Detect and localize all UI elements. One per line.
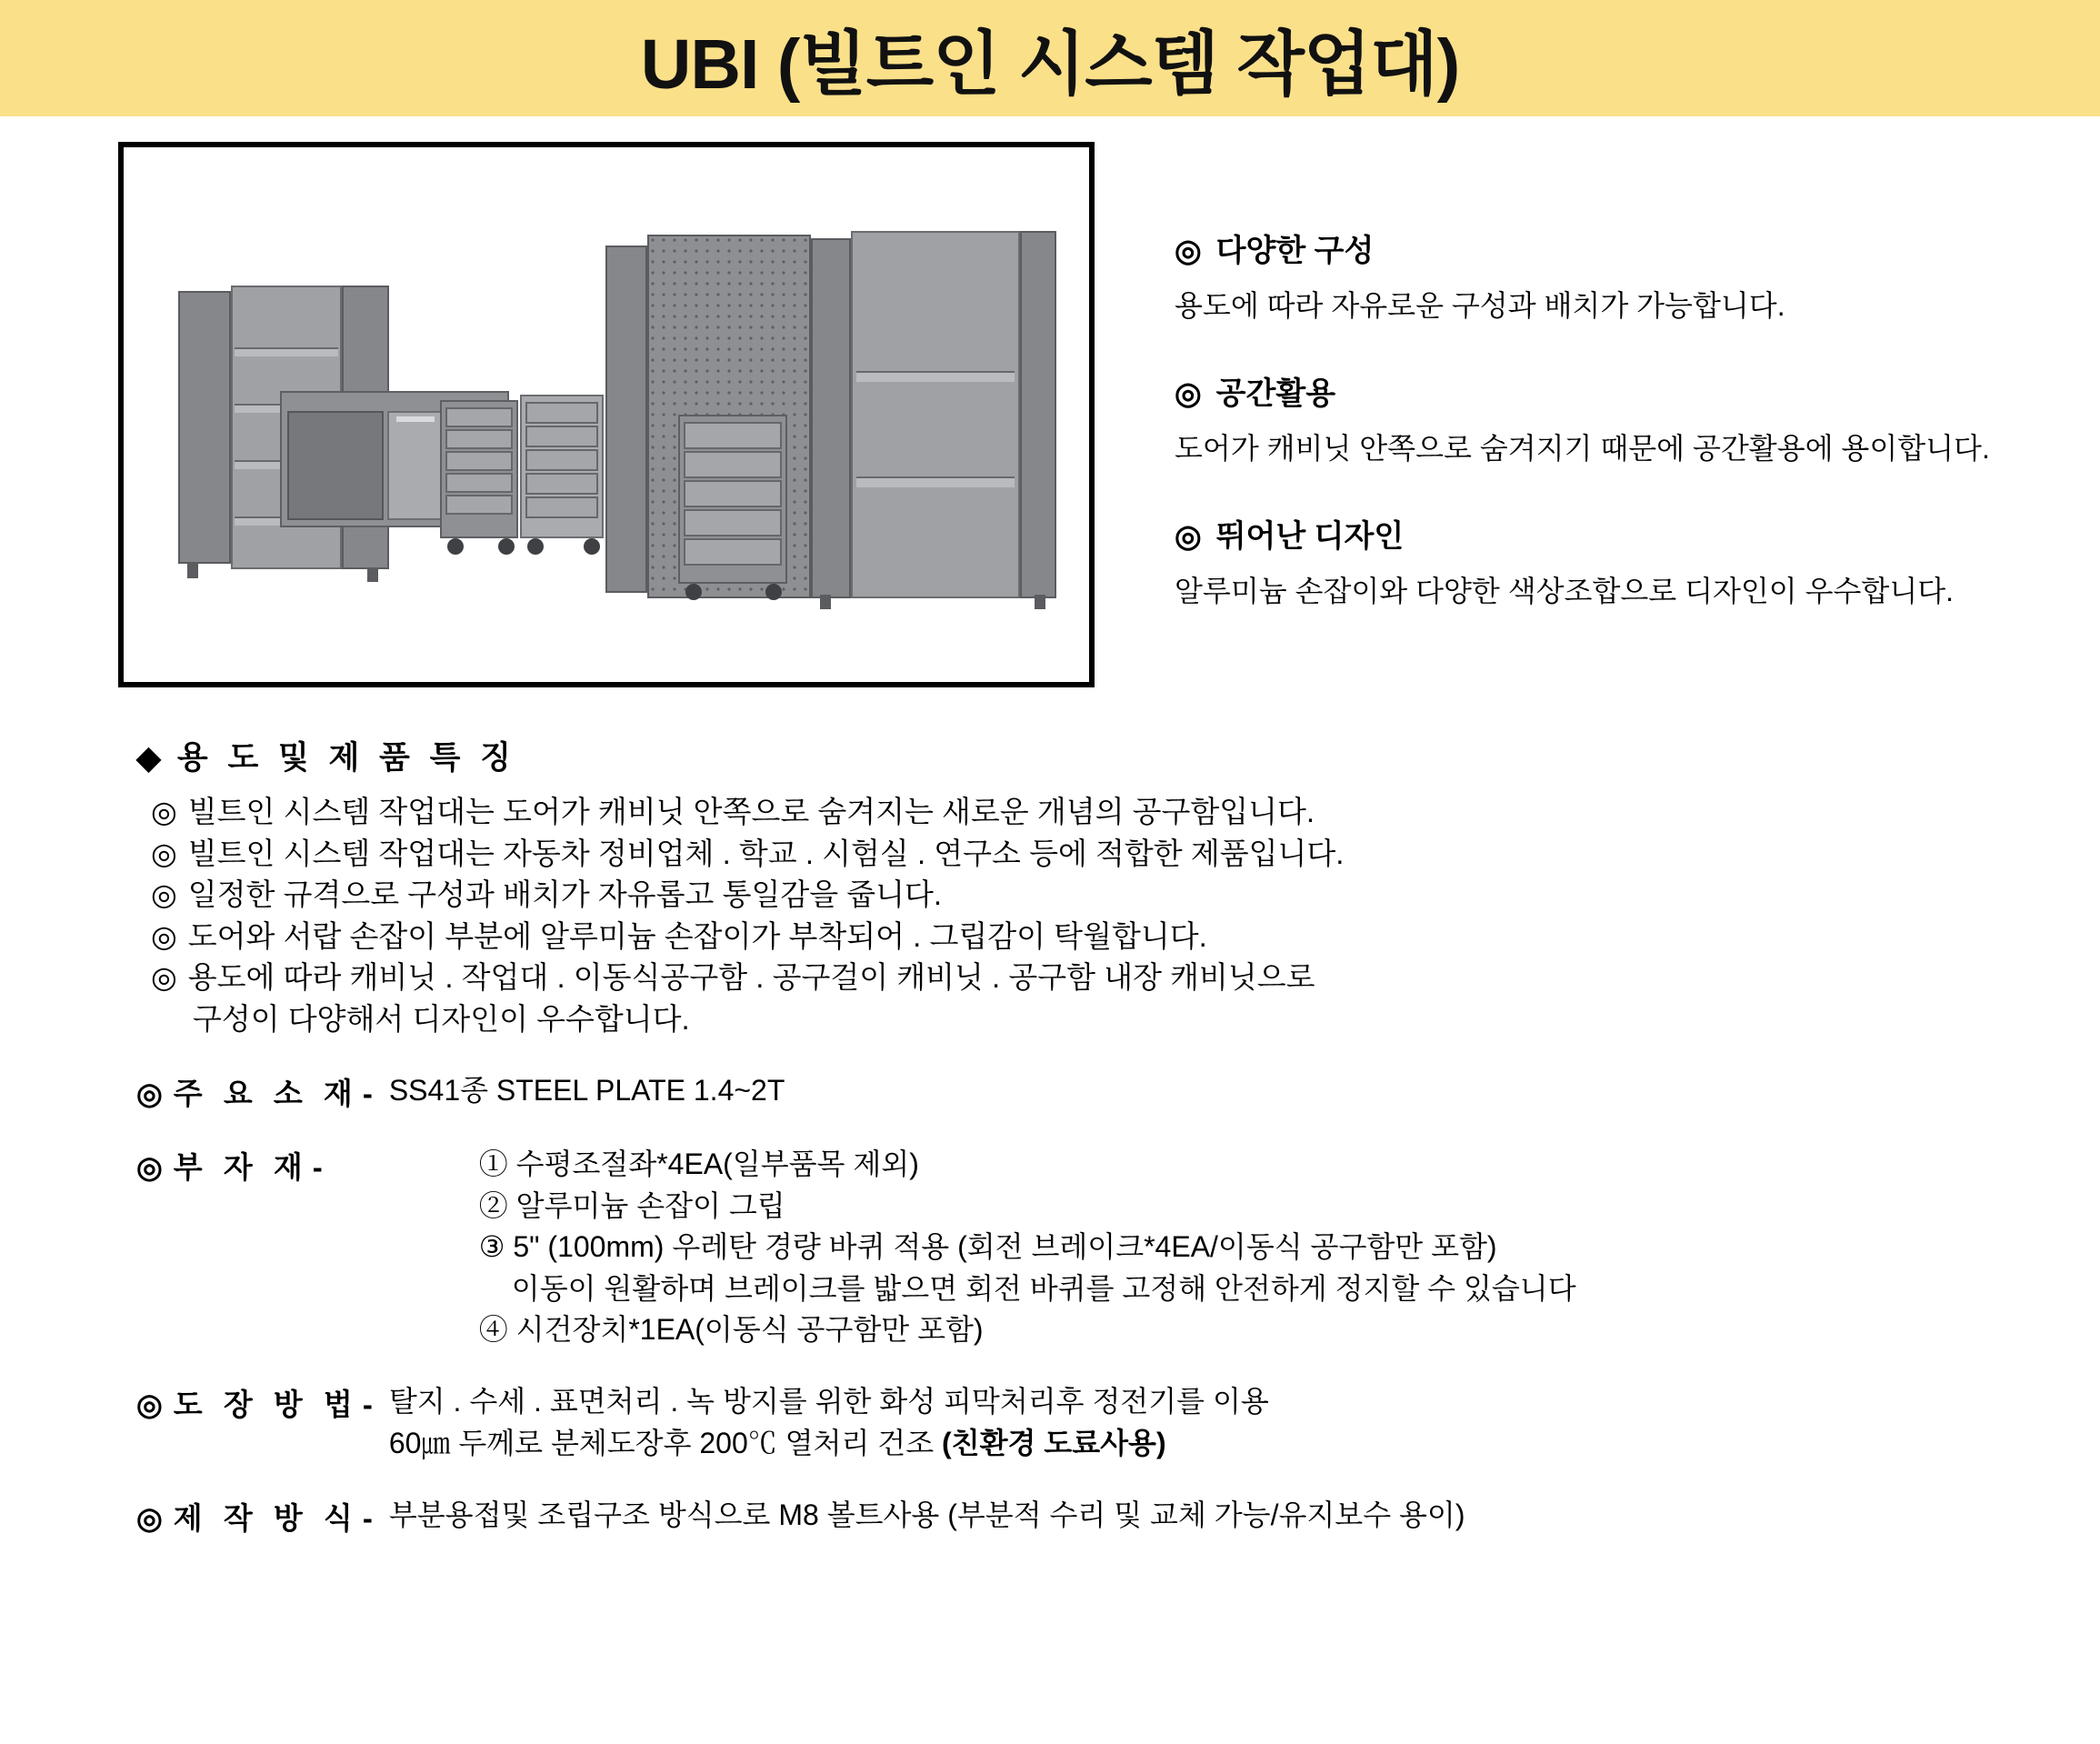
highlight-title: 다양한 구성: [1215, 234, 1375, 268]
spec-row-manufacturing: [136, 1495, 2100, 1538]
bullet-mark-icon: ◎: [151, 960, 177, 995]
feature-line: [151, 791, 2100, 833]
painting-line-2-plain: 60㎛ 두께로 분체도장후 200℃ 열처리 건조: [388, 1426, 943, 1459]
highlight-description: 알루미늄 손잡이와 다양한 색상조합으로 디자인이 우수합니다.: [1175, 575, 1955, 607]
bullet-mark-icon: ◎: [136, 1501, 163, 1536]
highlight-description: 용도에 따라 자유로운 구성과 배치가 가능합니다.: [1175, 289, 1785, 322]
bullet-mark-icon: ◎: [1175, 519, 1202, 554]
highlight-list: [1175, 226, 2100, 654]
painting-line-1: 탈지 . 수세 . 표면처리 . 녹 방지를 위한 화성 피막처리후 정전기를 이용: [388, 1385, 1269, 1418]
highlight-item: [1175, 368, 2100, 467]
bullet-mark-icon: ◎: [136, 1150, 163, 1185]
feature-line: [151, 957, 2100, 998]
spec-label-text: 도 장 방 법: [173, 1388, 359, 1422]
submaterial-item: ③ 5" (100mm) 우레탄 경량 바퀴 적용 (회전 브레이크*4EA/이동식 공구함만 포함): [478, 1230, 1497, 1264]
feature-text: 빌트인 시스템 작업대는 자동차 정비업체 . 학교 . 시험실 . 연구소 등에 적합한 제품입니다.: [187, 836, 1345, 870]
spec-value-painting: [389, 1381, 1269, 1464]
features-heading-label: 용 도 및 제 품 특 징: [176, 740, 516, 776]
spec-label-text: 주 요 소 재: [173, 1077, 359, 1111]
highlight-description: 도어가 캐비닛 안쪽으로 숨겨지기 때문에 공간활용에 용이합니다.: [1175, 432, 1990, 465]
features-heading: [136, 733, 2100, 778]
spec-label-text: 부 자 재: [173, 1150, 309, 1185]
bullet-mark-icon: ◎: [151, 918, 177, 953]
feature-line: [151, 916, 2100, 957]
spec-row-painting: [136, 1381, 2100, 1464]
spec-label: [136, 1381, 373, 1424]
spec-value-list: [479, 1144, 1576, 1350]
spec-label-text: 제 작 방 식: [173, 1501, 359, 1536]
spec-value: 부분용접및 조립구조 방식으로 M8 볼트사용 (부분적 수리 및 교체 가능/유지보수 용이): [388, 1498, 1465, 1532]
top-section: [0, 116, 2100, 687]
submaterial-item: ② 알루미늄 손잡이 그립: [478, 1188, 785, 1222]
product-image: [118, 142, 1095, 687]
spec-dash: -: [362, 1388, 373, 1422]
highlight-title-row: [1175, 368, 2100, 413]
bullet-mark-icon: ◎: [151, 877, 177, 912]
highlight-title: 뛰어난 디자인: [1215, 519, 1405, 554]
feature-text: 용도에 따라 캐비닛 . 작업대 . 이동식공구함 . 공구걸이 캐비닛 . 공구함 내장 캐비닛으로: [187, 960, 1315, 995]
spec-label: [136, 1495, 373, 1538]
bullet-mark-icon: ◎: [136, 1077, 163, 1111]
spec-row-submaterial: [136, 1144, 2100, 1350]
spec-label: [136, 1144, 323, 1187]
bullet-mark-icon: ◎: [151, 795, 177, 828]
product-image-canvas: [124, 147, 1089, 682]
page-header-banner: [0, 0, 2100, 116]
feature-text: 빌트인 시스템 작업대는 도어가 캐비닛 안쪽으로 숨겨지는 새로운 개념의 공구함입니다.: [187, 795, 1315, 828]
highlight-item: [1175, 226, 2100, 325]
spec-value: SS41종 STEEL PLATE 1.4~2T: [388, 1074, 785, 1108]
highlight-title: 공간활용: [1215, 376, 1336, 411]
spec-dash: -: [312, 1150, 323, 1185]
spec-label: [136, 1070, 373, 1113]
feature-text: 일정한 규격으로 구성과 배치가 자유롭고 통일감을 줍니다.: [187, 877, 943, 912]
painting-line-2: [389, 1423, 1269, 1464]
feature-continuation: 구성이 다양해서 디자인이 우수합니다.: [193, 1001, 690, 1036]
diamond-bullet-icon: ◆: [136, 740, 161, 776]
highlight-title-row: [1175, 511, 2100, 556]
submaterial-note: 이동이 원활하며 브레이크를 밟으면 회전 바퀴를 고정해 안전하게 정지할 수 있습니다: [511, 1271, 1576, 1305]
features-section: [136, 733, 2100, 1039]
feature-text: 도어와 서랍 손잡이 부분에 알루미늄 손잡이가 부착되어 . 그립감이 탁월합니다.: [187, 918, 1207, 953]
painting-line-2-emphasis: (친환경 도료사용): [942, 1426, 1166, 1459]
spec-dash: -: [362, 1501, 373, 1536]
page-title: UBI (빌트인 시스템 작업대): [640, 25, 1460, 104]
bullet-mark-icon: ◎: [136, 1388, 163, 1422]
highlight-title-row: [1175, 226, 2100, 270]
feature-line: [151, 874, 2100, 916]
bullet-mark-icon: ◎: [1175, 376, 1202, 411]
submaterial-item: ④ 시건장치*1EA(이동식 공구함만 포함): [478, 1312, 984, 1346]
spec-dash: -: [362, 1077, 373, 1111]
feature-line: [151, 833, 2100, 875]
submaterial-item: ① 수평조절좌*4EA(일부품목 제외): [478, 1148, 919, 1181]
spec-row-material: [136, 1070, 2100, 1113]
bullet-mark-icon: ◎: [151, 836, 177, 870]
highlight-item: [1175, 511, 2100, 610]
bullet-mark-icon: ◎: [1175, 234, 1202, 268]
